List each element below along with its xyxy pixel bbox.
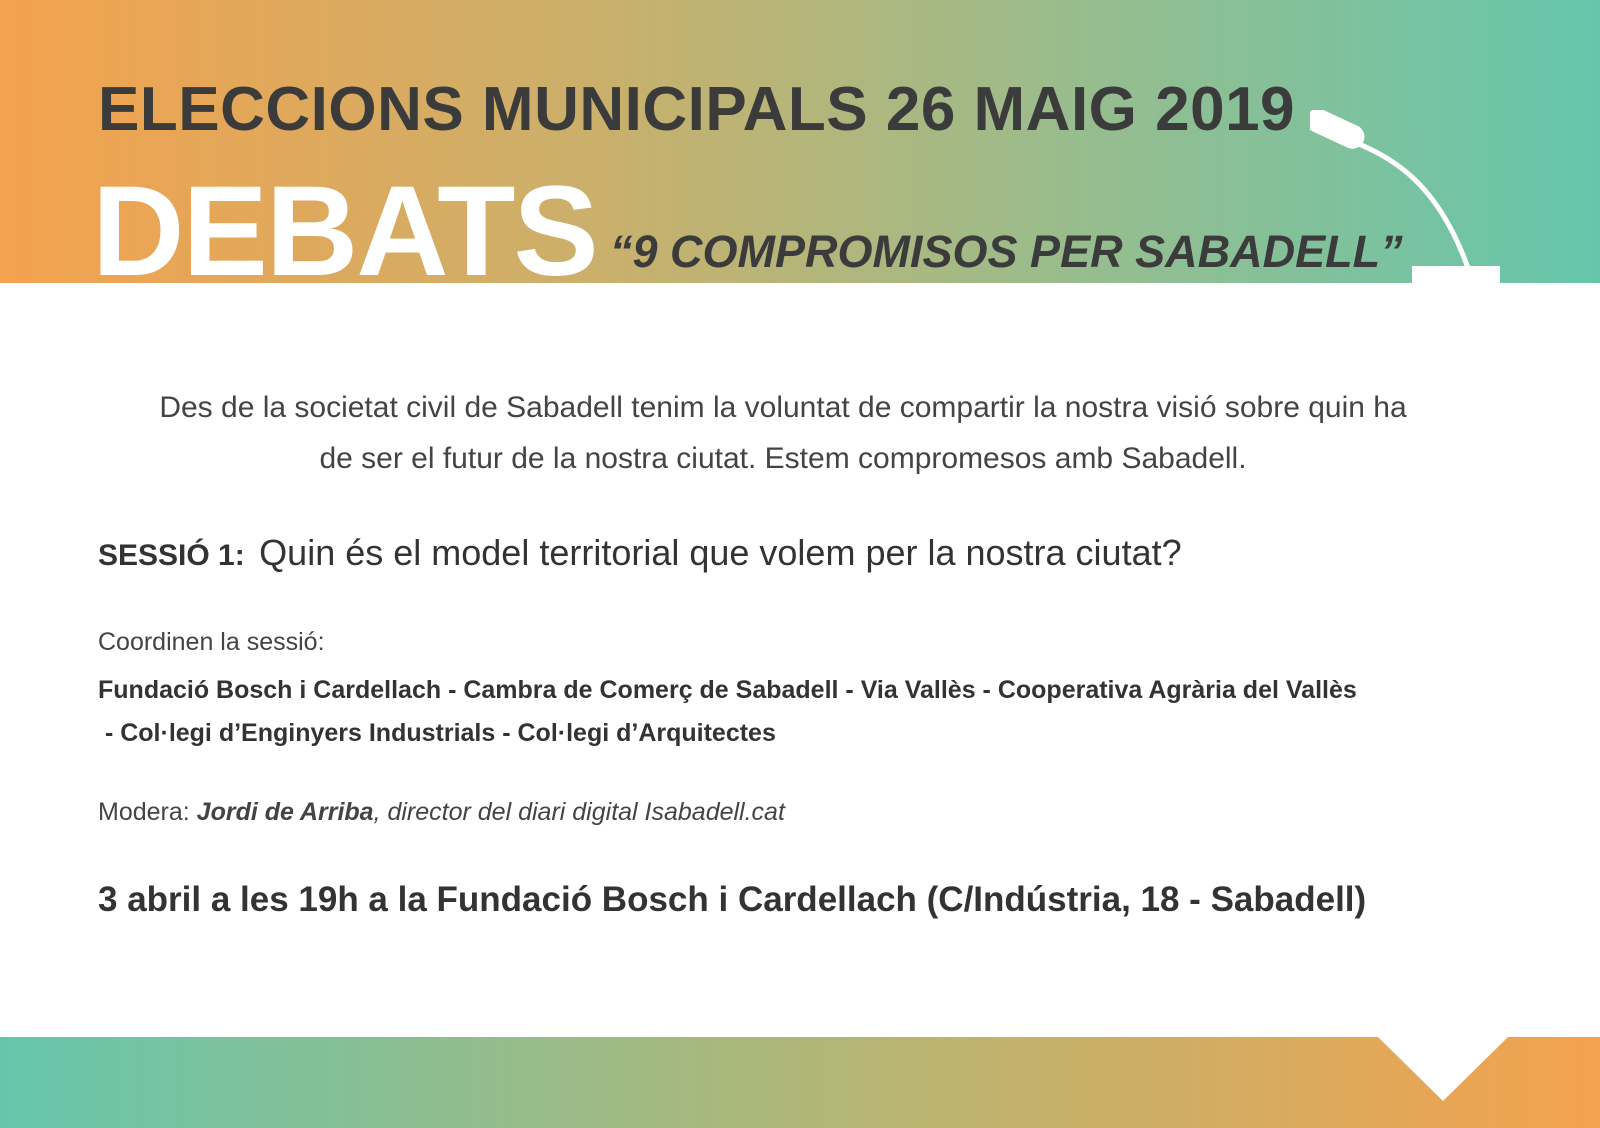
session-question: Quin és el model territorial que volem per la nostra ciutat? [259,532,1182,573]
slogan: “9 COMPROMISOS PER SABADELL” [610,226,1403,277]
intro-line: de ser el futur de la nostra ciutat. Estem compromesos amb Sabadell. [319,442,1247,475]
footer-arrow-icon [1378,1037,1508,1103]
coordinators-list [98,669,1398,755]
session-heading [98,532,1182,574]
coordinators-line: Fundació Bosch i Cardellach - Cambra de Comerç de Sabadell - Via Vallès - Cooperativa Agrària del Vallès [98,676,1357,704]
coordinators-label: Coordinen la sessió: [98,628,325,656]
moderator-label: Modera: [98,798,197,826]
moderator-line [98,798,785,827]
intro-line: Des de la societat civil de Sabadell tenim la voluntat de compartir la nostra visió sobre quin ha [159,391,1407,424]
election-title: ELECCIONS MUNICIPALS 26 MAIG 2019 [98,75,1296,144]
intro-paragraph [98,382,1468,484]
moderator-name: Jordi de Arriba [196,798,374,826]
session-label: SESSIÓ 1: [98,539,245,572]
header-banner [0,0,1600,283]
microphone-podium-icon [1310,110,1510,283]
coordinators-line: - Col·legi d’Enginyers Industrials - Col·legi d’Arquitectes [98,719,776,747]
event-details: 3 abril a les 19h a la Fundació Bosch i Cardellach (C/Indústria, 18 - Sabadell) [98,880,1367,919]
moderator-role: , director del diari digital Isabadell.cat [373,798,785,826]
debats-title: DEBATS [92,160,597,283]
footer-banner [0,1037,1600,1128]
